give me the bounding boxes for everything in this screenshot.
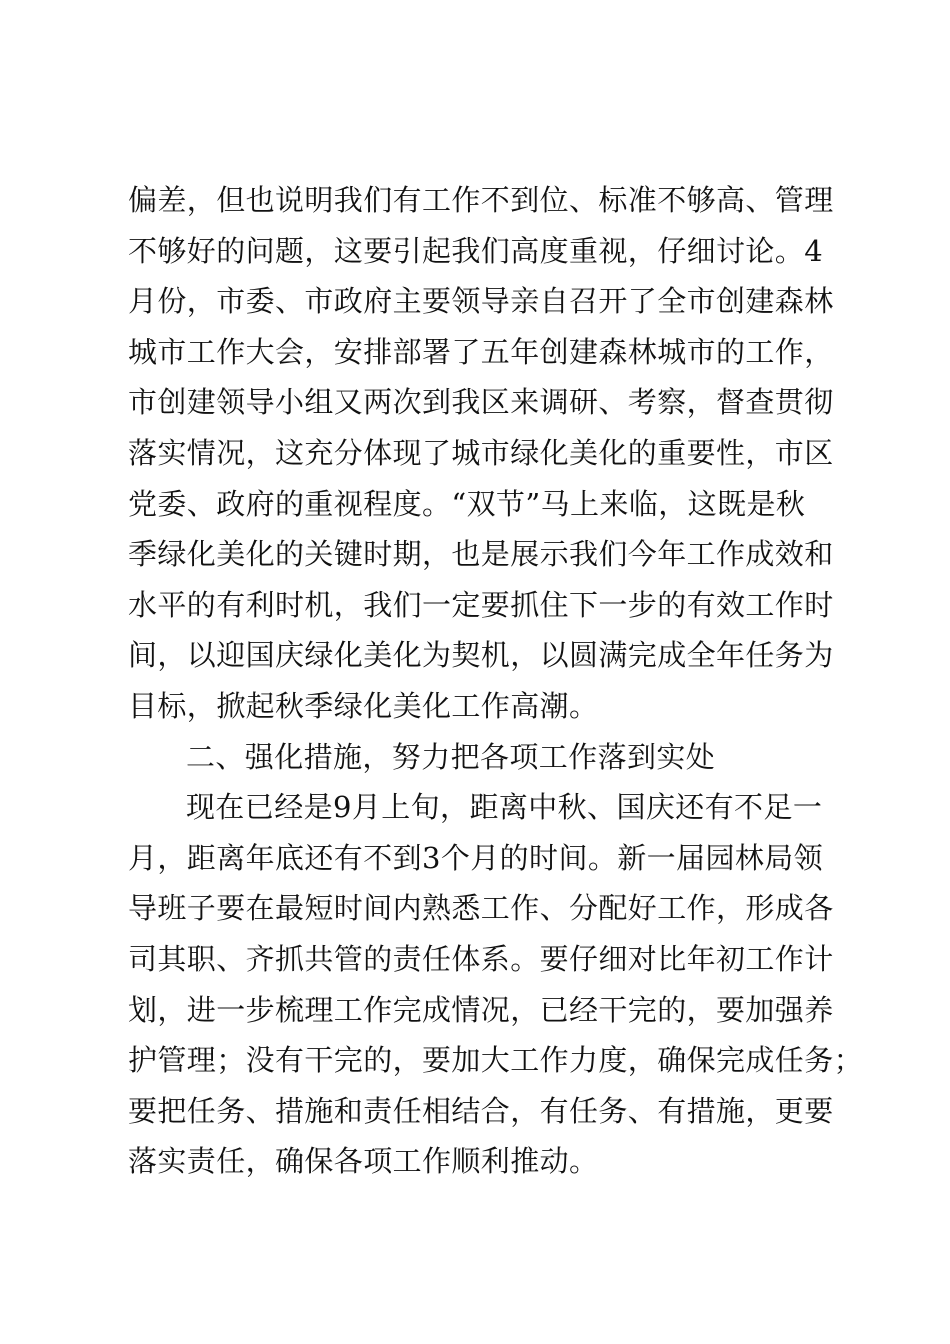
text-line: 间，以迎国庆绿化美化为契机，以圆满完成全年任务为 (128, 638, 834, 673)
text-line: 导班子要在最短时间内熟悉工作、分配好工作，形成各 (128, 891, 834, 926)
text-line: 季绿化美化的关键时期，也是展示我们今年工作成效和 (128, 537, 834, 572)
text-line: 水平的有利时机，我们一定要抓住下一步的有效工作时 (128, 587, 834, 622)
text-line: 目标，掀起秋季绿化美化工作高潮。 (128, 688, 599, 723)
text-line: 落实情况，这充分体现了城市绿化美化的重要性，市区 (128, 435, 834, 470)
text-line: 市创建领导小组又两次到我区来调研、考察，督查贯彻 (128, 385, 834, 420)
paragraph-first-line: 现在已经是9月上旬，距离中秋、国庆还有不足一 (186, 790, 823, 825)
text-line: 划，进一步梳理工作完成情况，已经干完的，要加强养 (128, 992, 834, 1027)
section-heading: 二、强化措施，努力把各项工作落到实处 (186, 739, 716, 774)
text-line: 月份，市委、市政府主要领导亲自召开了全市创建森林 (128, 284, 834, 319)
text-line: 党委、政府的重视程度。“双节”马上来临，这既是秋 (128, 486, 806, 521)
text-line: 不够好的问题，这要引起我们高度重视，仔细讨论。4 (128, 233, 824, 268)
text-line: 偏差，但也说明我们有工作不到位、标准不够高、管理 (128, 183, 834, 217)
text-line: 要把任务、措施和责任相结合，有任务、有措施，更要 (128, 1093, 834, 1128)
text-line: 落实责任，确保各项工作顺利推动。 (128, 1144, 599, 1179)
text-line: 护管理；没有干完的，要加大工作力度，确保完成任务； (128, 1043, 864, 1078)
text-line: 月，距离年底还有不到3个月的时间。新一届园林局领 (128, 840, 824, 875)
body-text (128, 175, 864, 1187)
text-line: 城市工作大会，安排部署了五年创建森林城市的工作， (128, 334, 834, 369)
text-line: 司其职、齐抓共管的责任体系。要仔细对比年初工作计 (128, 941, 834, 976)
